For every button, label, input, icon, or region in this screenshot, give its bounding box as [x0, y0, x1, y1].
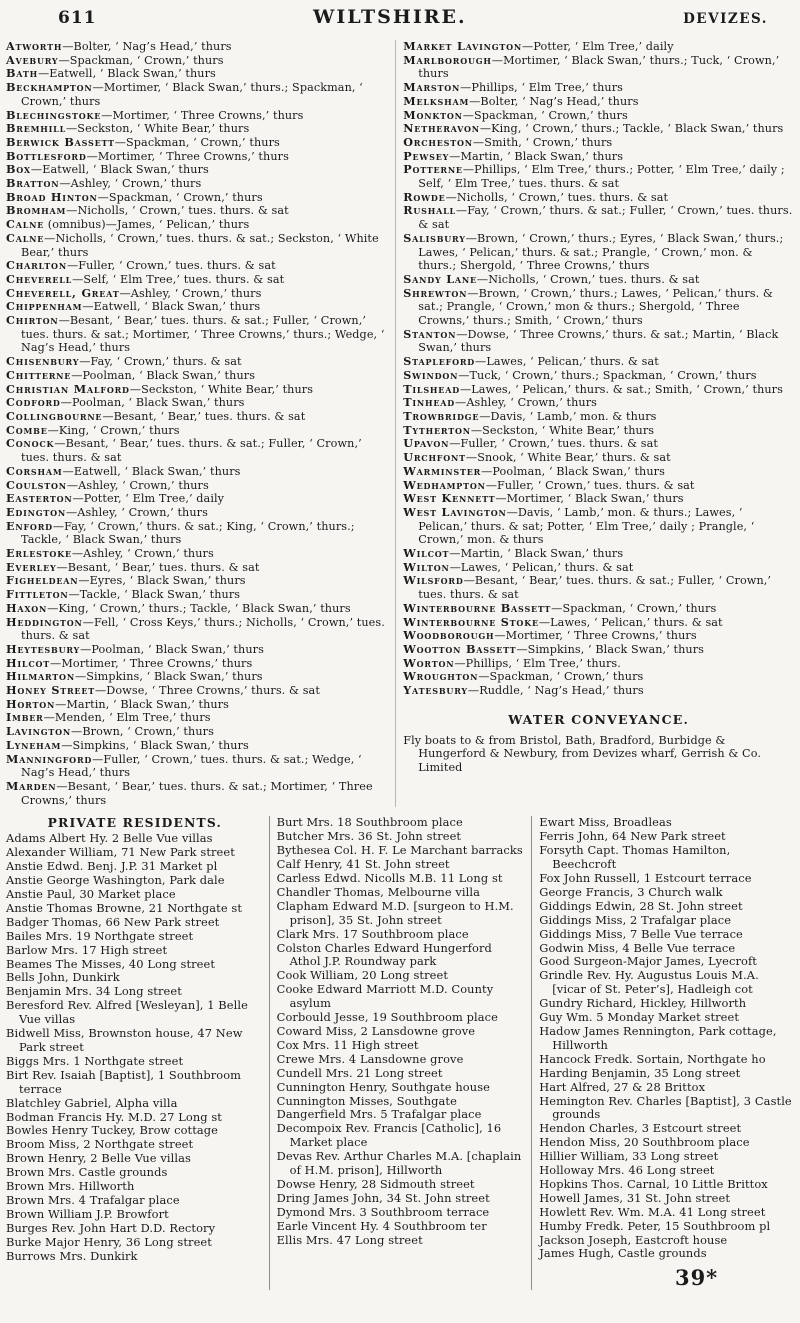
carrier-entry: Bratton—Ashley, ‘ Crown,’ thurs	[6, 176, 202, 191]
place-name: Rowde	[403, 189, 446, 204]
resident-entry: Cunnington Henry, Southgate house	[276, 1079, 490, 1094]
resident-entry: Bythesea Col. H. F. Le Marchant barracks	[276, 843, 523, 858]
resident-entry: Howlett Rev. Wm. M.A. 41 Long street	[539, 1204, 766, 1219]
resident-entry: Grindle Rev. Hy. Augustus Louis M.A. [vicar of St. Peter’s], Hadleigh cot	[539, 968, 759, 997]
resident-entry: Howell James, 31 St. John street	[539, 1190, 731, 1205]
place-title: DEVIZES.	[683, 11, 768, 27]
carriers-right-list	[403, 40, 794, 698]
carrier-entry: Netheravon—King, ‘ Crown,’ thurs.; Tackle, ‘ Black Swan,’ thurs	[403, 121, 784, 136]
place-name: Yatesbury	[403, 683, 468, 698]
carrier-entry: Berwick Bassett—Spackman, ‘ Crown,’ thurs	[6, 134, 280, 149]
place-name: Orcheston	[403, 134, 473, 149]
resident-entry: Giddings Miss, 7 Belle Vue terrace	[539, 926, 743, 941]
resident-entry: Hendon Miss, 20 Southbroom place	[539, 1135, 750, 1150]
carrier-entry: Cheverell, Great—Ashley, ‘ Crown,’ thurs	[6, 285, 262, 300]
place-name: Imber	[6, 710, 44, 725]
place-name: Enford	[6, 518, 53, 533]
resident-entry: Calf Henry, 41 St. John street	[276, 857, 450, 872]
place-name: Heytesbury	[6, 641, 81, 656]
place-name: Lyneham	[6, 737, 62, 752]
residents-list-3	[539, 816, 794, 1261]
resident-entry: Colston Charles Edward Hungerford Athol J.P. Roundway park	[276, 940, 492, 969]
water-conveyance-text: Fly boats to & from Bristol, Bath, Bradford, Burbidge & Hungerford & Newbury, from Devizes wharf, Gerrish & Co. Limited	[403, 733, 762, 775]
place-name: Market Lavington	[403, 39, 523, 53]
carrier-entry: Cheverell—Self, ‘ Elm Tree,’ tues. thurs. & sat	[6, 271, 285, 286]
place-name: Pewsey	[403, 148, 450, 163]
carrier-entry: Marston—Phillips, ‘ Elm Tree,’ thurs	[403, 80, 624, 95]
place-name: Bremhill	[6, 121, 67, 136]
carrier-entry: Bromham—Nicholls, ‘ Crown,’ tues. thurs. & sat	[6, 203, 289, 218]
resident-entry: Birt Rev. Isaiah [Baptist], 1 Southbroom terrace	[6, 1067, 242, 1096]
place-name: Bratton	[6, 176, 60, 191]
private-residents-section	[6, 816, 794, 1290]
resident-entry: Forsyth Capt. Thomas Hamilton, Beechcroft	[539, 843, 731, 872]
place-name: Netheravon	[403, 121, 480, 136]
place-name: Winterbourne Stoke	[403, 614, 539, 629]
place-name: Cheverell, Great	[6, 285, 120, 300]
carrier-entry: Salisbury—Brown, ‘ Crown,’ thurs.; Eyres, ‘ Black Swan,’ thurs.; Lawes, ‘ Pelican,’ thurs. & sat.; Prangle, ‘ Crown,’ mon. & thurs.; Shergold, ‘ Three Crowns,’ thurs	[403, 230, 784, 273]
carrier-entry: Codford—Poolman, ‘ Black Swan,’ thurs	[6, 395, 245, 410]
carrier-entry: Wilton—Lawes, ‘ Pelican,’ thurs. & sat	[403, 559, 634, 574]
carrier-entry: Fittleton—Tackle, ‘ Black Swan,’ thurs	[6, 587, 241, 602]
resident-entry: Giddings Miss, 2 Trafalgar place	[539, 912, 732, 927]
place-name: Hilmarton	[6, 669, 75, 684]
resident-entry: Giddings Edwin, 28 St. John street	[539, 898, 743, 913]
carrier-entry: Wroughton—Spackman, ‘ Crown,’ thurs	[403, 669, 644, 684]
carrier-entry: Worton—Phillips, ‘ Elm Tree,’ thurs.	[403, 655, 621, 670]
carrier-entry: Swindon—Tuck, ‘ Crown,’ thurs.; Spackman, ‘ Crown,’ thurs	[403, 367, 757, 382]
place-name: Cheverell	[6, 271, 73, 286]
place-name: Wilcot	[403, 546, 450, 561]
resident-entry: James Hugh, Castle grounds	[539, 1246, 707, 1261]
resident-entry: Brown Mrs. 4 Trafalgar place	[6, 1192, 180, 1207]
place-name: Tytherton	[403, 422, 471, 437]
place-name: Salisbury	[403, 230, 466, 245]
place-name: Horton	[6, 696, 56, 711]
carrier-entry: Yatesbury—Ruddle, ‘ Nag’s Head,’ thurs	[403, 683, 644, 698]
place-name: Conock	[6, 436, 55, 451]
resident-entry: Guy Wm. 5 Monday Market street	[539, 1010, 740, 1025]
carrier-entry: Sandy Lane—Nicholls, ‘ Crown,’ tues. thurs. & sat	[403, 271, 700, 286]
resident-entry: Blatchley Gabriel, Alpha villa	[6, 1095, 178, 1110]
place-name: Bromham	[6, 203, 67, 218]
place-name: Trowbridge	[403, 408, 480, 423]
resident-entry: Hemington Rev. Charles [Baptist], 3 Castle grounds	[539, 1093, 792, 1122]
resident-entry: Brown Mrs. Castle grounds	[6, 1165, 168, 1180]
carrier-entry: Chisenbury—Fay, ‘ Crown,’ thurs. & sat	[6, 354, 242, 369]
carrier-entry: Broad Hinton—Spackman, ‘ Crown,’ thurs	[6, 189, 263, 204]
place-name: Easterton	[6, 491, 73, 506]
carrier-entry: Woodborough—Mortimer, ‘ Three Crowns,’ thurs	[403, 628, 697, 643]
page-number: 611	[58, 8, 97, 28]
carrier-entry: Figheldean—Eyres, ‘ Black Swan,’ thurs	[6, 573, 246, 588]
resident-entry: Dymond Mrs. 3 Southbroom terrace	[276, 1204, 490, 1219]
resident-entry: Beresford Rev. Alfred [Wesleyan], 1 Belle Vue villas	[6, 998, 248, 1027]
place-name: Erlestoke	[6, 546, 72, 561]
resident-entry: Bidwell Miss, Brownston house, 47 New Park street	[6, 1026, 243, 1054]
place-name: Winterbourne Bassett	[403, 600, 552, 615]
page-header	[6, 6, 794, 36]
carrier-entry: Heddington—Fell, ‘ Cross Keys,’ thurs.; Nicholls, ‘ Crown,’ tues. thurs. & sat	[6, 614, 385, 643]
resident-entry: Fox John Russell, 1 Estcourt terrace	[539, 871, 752, 885]
carrier-entry: Bath—Eatwell, ‘ Black Swan,’ thurs	[6, 66, 216, 81]
place-name: Atworth	[6, 39, 63, 53]
place-name: Wootton Bassett	[403, 641, 517, 656]
place-name: Calne	[6, 230, 45, 245]
carrier-entry: Collingbourne—Besant, ‘ Bear,’ tues. thurs. & sat	[6, 408, 306, 423]
residents-list-1	[6, 832, 264, 1263]
resident-entry: Burke Major Henry, 36 Long street	[6, 1234, 212, 1249]
place-name: Avebury	[6, 52, 59, 67]
place-name: Marston	[403, 80, 461, 95]
carrier-entry: Edington—Ashley, ‘ Crown,’ thurs	[6, 504, 208, 519]
resident-entry: Dring James John, 34 St. John street	[276, 1190, 490, 1205]
resident-entry: Good Surgeon-Major James, Lyecroft	[539, 954, 757, 969]
place-name: Christian Malford	[6, 381, 130, 396]
carrier-entry: Heytesbury—Poolman, ‘ Black Swan,’ thurs	[6, 641, 264, 656]
place-name: West Lavington	[403, 504, 507, 519]
place-name: Potterne	[403, 162, 463, 177]
place-name: Collingbourne	[6, 408, 103, 423]
resident-entry: Hillier William, 33 Long street	[539, 1149, 719, 1164]
place-name: Combe	[6, 422, 48, 437]
resident-entry: Bodman Francis Hy. M.D. 27 Long st	[6, 1109, 222, 1124]
resident-entry: Devas Rev. Arthur Charles M.A. [chaplain of H.M. prison], Hillworth	[276, 1149, 522, 1178]
carrier-entry: Box—Eatwell, ‘ Black Swan,’ thurs	[6, 162, 209, 177]
carrier-entry: Bremhill—Seckston, ‘ White Bear,’ thurs	[6, 121, 250, 136]
place-name: Wilton	[403, 559, 450, 574]
carrier-entry: Upavon—Fuller, ‘ Crown,’ tues. thurs. & sat	[403, 436, 659, 451]
carrier-entry: Tilshead—Lawes, ‘ Pelican,’ thurs. & sat.; Smith, ‘ Crown,’ thurs	[403, 381, 783, 396]
place-name: Chitterne	[6, 367, 72, 382]
place-name: Bottlesford	[6, 148, 87, 163]
resident-entry: Burt Mrs. 18 Southbroom place	[276, 815, 463, 830]
carrier-entry: Coulston—Ashley, ‘ Crown,’ thurs	[6, 477, 209, 492]
place-name: West Kennett	[403, 491, 496, 506]
place-name: Lavington	[6, 724, 72, 739]
place-name: Marlborough	[403, 52, 492, 67]
place-name: Everley	[6, 559, 57, 574]
resident-entry: Decompoix Rev. Francis [Catholic], 16 Market place	[276, 1121, 502, 1150]
carrier-entry: Blechingstoke—Mortimer, ‘ Three Crowns,’ thurs	[6, 107, 304, 122]
resident-entry: Cox Mrs. 11 High street	[276, 1037, 419, 1052]
private-residents-title: PRIVATE RESIDENTS.	[47, 815, 223, 831]
place-name: Warminster	[403, 463, 482, 478]
place-name: Wilsford	[403, 573, 464, 588]
carriers-left-column	[6, 40, 395, 807]
place-name: Upavon	[403, 436, 450, 451]
place-name: Woodborough	[403, 628, 495, 643]
place-name: Box	[6, 162, 31, 177]
place-name: Chisenbury	[6, 354, 80, 369]
resident-entry: Brown William J.P. Browfort	[6, 1206, 169, 1221]
resident-entry: Hadow James Rennington, Park cottage, Hillworth	[539, 1023, 777, 1052]
carrier-entry: Rowde—Nicholls, ‘ Crown,’ tues. thurs. & sat	[403, 189, 669, 204]
carrier-entry: Urchfont—Snook, ‘ White Bear,’ thurs. & sat	[403, 450, 671, 465]
place-name: Sandy Lane	[403, 271, 477, 286]
place-name: Fittleton	[6, 587, 69, 602]
place-name: Stanton	[403, 326, 457, 341]
carrier-entry: Christian Malford—Seckston, ‘ White Bear,’ thurs	[6, 381, 314, 396]
carriers-right-column	[395, 40, 794, 807]
carrier-entry: Calne (omnibus)—James, ‘ Pelican,’ thurs	[6, 217, 250, 232]
carrier-entry: Market Lavington—Potter, ‘ Elm Tree,’ daily	[403, 39, 674, 53]
resident-entry: Ferris John, 64 New Park street	[539, 829, 726, 844]
carrier-entry: West Lavington—Davis, ‘ Lamb,’ mon. & thurs.; Lawes, ‘ Pelican,’ thurs. & sat; Potter, ‘ Elm Tree,’ daily ; Prangle, ‘ Crown,’ mon. & thurs	[403, 504, 755, 547]
place-name: Broad Hinton	[6, 189, 98, 204]
place-name: Monkton	[403, 107, 463, 122]
resident-entry: Barlow Mrs. 17 High street	[6, 942, 168, 957]
carrier-entry: Corsham—Eatwell, ‘ Black Swan,’ thurs	[6, 463, 241, 478]
county-title: WILTSHIRE.	[312, 6, 467, 28]
place-name: Chirton	[6, 313, 59, 328]
resident-entry: Burrows Mrs. Dunkirk	[6, 1248, 138, 1263]
carrier-entry: Winterbourne Stoke—Lawes, ‘ Pelican,’ thurs. & sat	[403, 614, 723, 629]
carrier-entry: Potterne—Phillips, ‘ Elm Tree,’ thurs.; Potter, ‘ Elm Tree,’ daily ; Self, ‘ Elm Tree,’ tues. thurs. & sat	[403, 162, 785, 191]
place-name: Tinhead	[403, 395, 456, 410]
carrier-entry: Marden—Besant, ‘ Bear,’ tues. thurs. & sat.; Mortimer, ‘ Three Crowns,’ thurs	[6, 778, 373, 807]
carrier-entry: Shrewton—Brown, ‘ Crown,’ thurs.; Lawes, ‘ Pelican,’ thurs. & sat.; Prangle, ‘ Crown,’ mon & thurs.; Shergold, ‘ Three Crowns,’ thurs.; Smith, ‘ Crown,’ thurs	[403, 285, 773, 328]
carrier-entry: Melksham—Bolter, ‘ Nag’s Head,’ thurs	[403, 93, 639, 108]
carrier-entry: Charlton—Fuller, ‘ Crown,’ tues. thurs. & sat	[6, 258, 276, 273]
resident-entry: Bailes Mrs. 19 Northgate street	[6, 928, 194, 943]
carrier-entry: Chippenham—Eatwell, ‘ Black Swan,’ thurs	[6, 299, 261, 314]
place-name: Honey Street	[6, 683, 95, 698]
place-name: Beckhampton	[6, 80, 93, 95]
place-name: Charlton	[6, 258, 67, 273]
residents-column-1	[6, 816, 269, 1290]
carrier-entry: Trowbridge—Davis, ‘ Lamb,’ mon. & thurs	[403, 408, 657, 423]
place-name: Edington	[6, 504, 66, 519]
carrier-entry: Tinhead—Ashley, ‘ Crown,’ thurs	[403, 395, 598, 410]
carrier-entry: Marlborough—Mortimer, ‘ Black Swan,’ thurs.; Tuck, ‘ Crown,’ thurs	[403, 52, 780, 81]
place-name: Haxon	[6, 600, 48, 615]
carrier-entry: Wootton Bassett—Simpkins, ‘ Black Swan,’ thurs	[403, 641, 705, 656]
resident-entry: Burges Rev. John Hart D.D. Rectory	[6, 1220, 216, 1235]
place-name: Melksham	[403, 93, 470, 108]
resident-entry: Biggs Mrs. 1 Northgate street	[6, 1053, 184, 1068]
place-name: Swindon	[403, 367, 459, 382]
residents-column-3	[531, 816, 794, 1290]
place-name: Stapleford	[403, 354, 476, 369]
resident-entry: Holloway Mrs. 46 Long street	[539, 1163, 715, 1178]
resident-entry: Anstie Thomas Browne, 21 Northgate st	[6, 900, 243, 915]
carrier-entry: Warminster—Poolman, ‘ Black Swan,’ thurs	[403, 463, 665, 478]
resident-entry: Godwin Miss, 4 Belle Vue terrace	[539, 940, 736, 955]
resident-entry: Dangerfield Mrs. 5 Trafalgar place	[276, 1107, 482, 1122]
resident-entry: Cundell Mrs. 21 Long street	[276, 1065, 443, 1080]
resident-entry: Cooke Edward Marriott M.D. County asylum	[276, 982, 494, 1011]
resident-entry: Humby Fredk. Peter, 15 Southbroom pl	[539, 1218, 771, 1233]
place-name: Manningford	[6, 751, 93, 766]
carrier-entry: Haxon—King, ‘ Crown,’ thurs.; Tackle, ‘ Black Swan,’ thurs	[6, 600, 351, 615]
carrier-entry: Winterbourne Bassett—Spackman, ‘ Crown,’ thurs	[403, 600, 717, 615]
place-name: Wedhampton	[403, 477, 486, 492]
carrier-entry: Stanton—Dowse, ‘ Three Crowns,’ thurs. & sat.; Martin, ‘ Black Swan,’ thurs	[403, 326, 779, 355]
resident-entry: Chandler Thomas, Melbourne villa	[276, 884, 481, 899]
resident-entry: Beames The Misses, 40 Long street	[6, 956, 216, 971]
carrier-entry: Easterton—Potter, ‘ Elm Tree,’ daily	[6, 491, 225, 506]
carrier-entry: Stapleford—Lawes, ‘ Pelican,’ thurs. & sat	[403, 354, 659, 369]
signature-mark: 39*	[674, 1265, 719, 1291]
carrier-entry: Calne—Nicholls, ‘ Crown,’ tues. thurs. & sat.; Seckston, ‘ White Bear,’ thurs	[6, 230, 379, 259]
place-name: Berwick Bassett	[6, 134, 115, 149]
resident-entry: Alexander William, 71 New Park street	[6, 845, 235, 860]
resident-entry: Cook William, 20 Long street	[276, 968, 449, 983]
carrier-entry: Lavington—Brown, ‘ Crown,’ thurs	[6, 724, 214, 739]
resident-entry: Badger Thomas, 66 New Park street	[6, 914, 220, 929]
resident-entry: Bells John, Dunkirk	[6, 970, 120, 985]
resident-entry: George Francis, 3 Church walk	[539, 884, 723, 899]
place-name: Chippenham	[6, 299, 83, 314]
carrier-entry: Chitterne—Poolman, ‘ Black Swan,’ thurs	[6, 367, 256, 382]
resident-entry: Hopkins Thos. Carnal, 10 Little Brittox	[539, 1176, 768, 1191]
place-name: Bath	[6, 66, 38, 81]
place-name: Urchfont	[403, 450, 466, 465]
carrier-entry: Horton—Martin, ‘ Black Swan,’ thurs	[6, 696, 230, 711]
resident-entry: Corbould Jesse, 19 Southbroom place	[276, 1010, 498, 1025]
carrier-entry: Bottlesford—Mortimer, ‘ Three Crowns,’ thurs	[6, 148, 289, 163]
place-name: Corsham	[6, 463, 63, 478]
carrier-entry: Enford—Fay, ‘ Crown,’ thurs. & sat.; King, ‘ Crown,’ thurs.; Tackle, ‘ Black Swan,’ thurs	[6, 518, 355, 547]
resident-entry: Anstie Paul, 30 Market place	[6, 887, 176, 901]
resident-entry: Butcher Mrs. 36 St. John street	[276, 829, 462, 844]
carrier-entry: Chirton—Besant, ‘ Bear,’ tues. thurs. & sat.; Fuller, ‘ Crown,’ tues. thurs. & sat.; Mortimer, ‘ Three Crowns,’ thurs.; Wedge, ‘ Nag’s Head,’ thurs	[6, 313, 385, 355]
carrier-entry: Lyneham—Simpkins, ‘ Black Swan,’ thurs	[6, 737, 249, 752]
resident-entry: Earle Vincent Hy. 4 Southbroom ter	[276, 1218, 487, 1233]
carrier-entry: Rushall—Fay, ‘ Crown,’ thurs. & sat.; Fuller, ‘ Crown,’ tues. thurs. & sat	[403, 203, 793, 232]
carrier-entry: Orcheston—Smith, ‘ Crown,’ thurs	[403, 134, 613, 149]
resident-entry: Crewe Mrs. 4 Lansdowne grove	[276, 1051, 464, 1066]
resident-entry: Adams Albert Hy. 2 Belle Vue villas	[6, 831, 213, 846]
resident-entry: Dowse Henry, 28 Sidmouth street	[276, 1176, 475, 1191]
resident-entry: Carless Edwd. Nicolls M.B. 11 Long st	[276, 871, 503, 885]
resident-entry: Broom Miss, 2 Northgate street	[6, 1137, 194, 1152]
resident-entry: Gundry Richard, Hickley, Hillworth	[539, 996, 747, 1011]
place-name: Worton	[403, 655, 455, 670]
carrier-entry: Hilmarton—Simpkins, ‘ Black Swan,’ thurs	[6, 669, 263, 684]
resident-entry: Anstie Edwd. Benj. J.P. 31 Market pl	[6, 859, 218, 874]
place-name: Codford	[6, 395, 61, 410]
place-name: Figheldean	[6, 573, 79, 588]
resident-entry: Brown Mrs. Hillworth	[6, 1179, 135, 1194]
carrier-entry: Combe—King, ‘ Crown,’ thurs	[6, 422, 180, 437]
place-name: Calne	[6, 217, 45, 232]
carrier-entry: West Kennett—Mortimer, ‘ Black Swan,’ thurs	[403, 491, 684, 506]
resident-entry: Benjamin Mrs. 34 Long street	[6, 984, 182, 999]
water-conveyance-title: WATER CONVEYANCE.	[508, 711, 690, 727]
carrier-entry: Atworth—Bolter, ‘ Nag’s Head,’ thurs	[6, 39, 232, 53]
resident-entry: Hendon Charles, 3 Estcourt street	[539, 1121, 742, 1136]
resident-entry: Brown Henry, 2 Belle Vue villas	[6, 1151, 191, 1166]
place-name: Heddington	[6, 614, 83, 629]
place-name: Coulston	[6, 477, 67, 492]
resident-entry: Ewart Miss, Broadleas	[539, 815, 672, 830]
place-name: Shrewton	[403, 285, 468, 300]
place-name: Hilcot	[6, 655, 51, 670]
place-name: Rushall	[403, 203, 456, 218]
carrier-entry: Hilcot—Mortimer, ‘ Three Crowns,’ thurs	[6, 655, 253, 670]
resident-entry: Anstie George Washington, Park dale	[6, 873, 225, 888]
resident-entry: Hancock Fredk. Sortain, Northgate ho	[539, 1051, 766, 1066]
carrier-entry: Wedhampton—Fuller, ‘ Crown,’ tues. thurs. & sat	[403, 477, 695, 492]
carrier-entry: Pewsey—Martin, ‘ Black Swan,’ thurs	[403, 148, 624, 163]
resident-entry: Clapham Edward M.D. [surgeon to H.M. prison], 35 St. John street	[276, 898, 514, 927]
resident-entry: Jackson Joseph, Eastcroft house	[539, 1232, 728, 1247]
carriers-section	[6, 40, 794, 807]
resident-entry: Ellis Mrs. 47 Long street	[276, 1232, 423, 1247]
carrier-entry: Honey Street—Dowse, ‘ Three Crowns,’ thurs. & sat	[6, 683, 320, 698]
carrier-entry: Tytherton—Seckston, ‘ White Bear,’ thurs	[403, 422, 655, 437]
carrier-entry: Monkton—Spackman, ‘ Crown,’ thurs	[403, 107, 628, 122]
carrier-entry: Beckhampton—Mortimer, ‘ Black Swan,’ thurs.; Spackman, ‘ Crown,’ thurs	[6, 80, 363, 108]
carrier-entry: Everley—Besant, ‘ Bear,’ tues. thurs. & sat	[6, 559, 260, 574]
place-name: Tilshead	[403, 381, 460, 396]
resident-entry: Clark Mrs. 17 Southbroom place	[276, 926, 469, 941]
place-name: Marden	[6, 778, 57, 793]
residents-column-2	[269, 816, 532, 1290]
carrier-entry: Manningford—Fuller, ‘ Crown,’ tues. thurs. & sat.; Wedge, ‘ Nag’s Head,’ thurs	[6, 751, 362, 780]
resident-entry: Harding Benjamin, 35 Long street	[539, 1065, 741, 1080]
carrier-entry: Imber—Menden, ‘ Elm Tree,’ thurs	[6, 710, 211, 725]
resident-entry: Hart Alfred, 27 & 28 Brittox	[539, 1079, 706, 1094]
carrier-entry: Wilsford—Besant, ‘ Bear,’ tues. thurs. & sat.; Fuller, ‘ Crown,’ tues. thurs. & sat	[403, 573, 772, 602]
carrier-entry: Avebury—Spackman, ‘ Crown,’ thurs	[6, 52, 224, 67]
carrier-entry: Conock—Besant, ‘ Bear,’ tues. thurs. & sat.; Fuller, ‘ Crown,’ tues. thurs. & sat	[6, 436, 362, 465]
place-name: Wroughton	[403, 669, 479, 684]
resident-entry: Bowles Henry Tuckey, Brow cottage	[6, 1123, 219, 1138]
resident-entry: Cunnington Misses, Southgate	[276, 1093, 457, 1108]
resident-entry: Coward Miss, 2 Lansdowne grove	[276, 1023, 476, 1038]
carrier-entry: Erlestoke—Ashley, ‘ Crown,’ thurs	[6, 546, 214, 561]
place-name: Blechingstoke	[6, 107, 102, 122]
carrier-entry: Wilcot—Martin, ‘ Black Swan,’ thurs	[403, 546, 624, 561]
